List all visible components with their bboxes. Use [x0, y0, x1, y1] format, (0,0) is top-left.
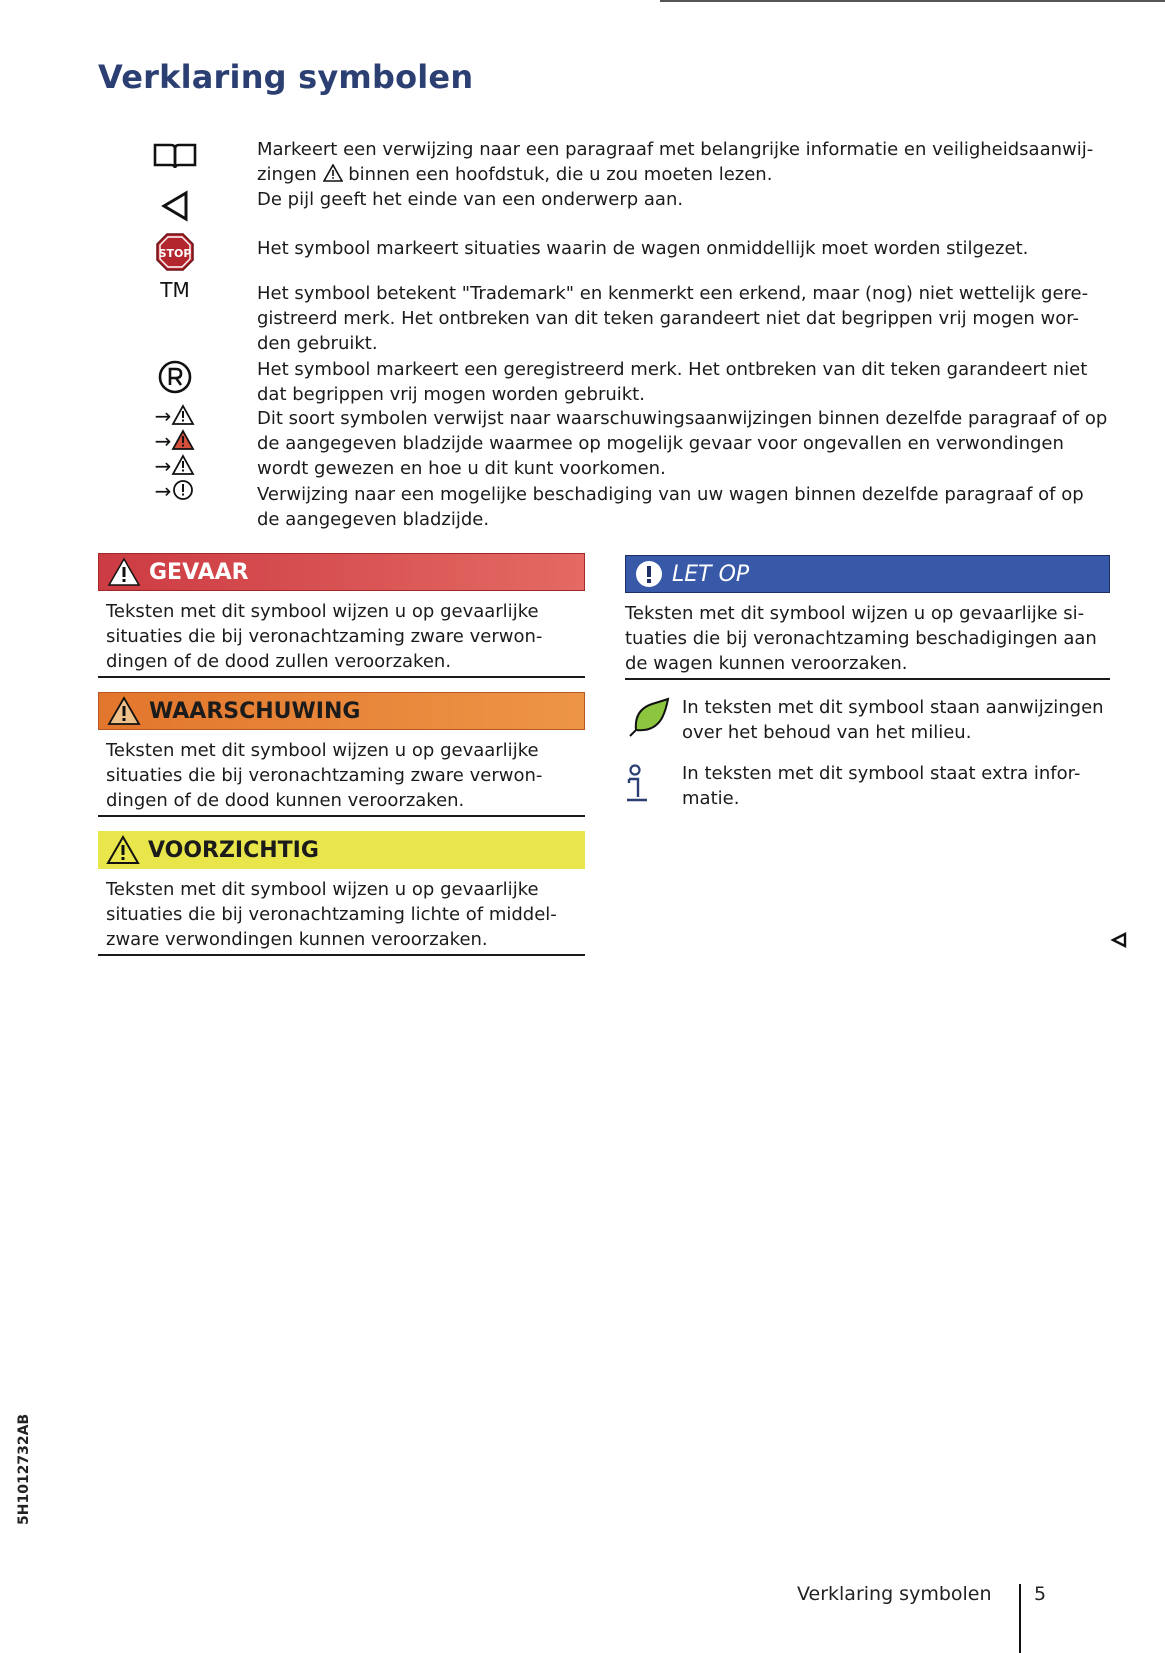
voorzichtig-text: Teksten met dit symbool wijzen u op gevaarlijke situaties die bij veronachtzaming lichte of middel-zware verwondingen kunnen veroorzaken. — [98, 877, 585, 956]
voorzichtig-label: VOORZICHTIG — [148, 837, 319, 863]
page-title: Verklaring symbolen — [98, 58, 474, 96]
gevaar-text: Teksten met dit symbool wijzen u op gevaarlijke situaties die bij veronachtzaming zware verwon-dingen of de dood zullen veroorzaken. — [98, 599, 585, 678]
exclamation-circle-icon — [634, 559, 664, 589]
warning-ref-icon: → — [150, 404, 200, 428]
environment-note: In teksten met dit symbool staan aanwijzingen over het behoud van het milieu. — [682, 697, 1104, 743]
letop-header — [625, 555, 1110, 593]
waarschuwing-text: Teksten met dit symbool wijzen u op gevaarlijke situaties die bij veronachtzaming zware verwon-dingen of de dood kunnen veroorzaken. — [98, 738, 585, 817]
caution-ref-icon: → — [150, 454, 200, 478]
damage-ref-description: Verwijzing naar een mogelijke beschadiging van uw wagen binnen dezelfde paragraaf of op de aangegeven bladzijde. — [257, 484, 1084, 530]
footer-section-title: Verklaring symbolen — [797, 1583, 992, 1605]
registered-description: Het symbool markeert een geregistreerd merk. Het ontbreken van dit teken garandeert niet dat begrippen vrij mogen worden gebruikt. — [257, 359, 1088, 405]
damage-ref-icon: → — [150, 479, 200, 503]
info-note: In teksten met dit symbool staat extra infor-matie. — [682, 763, 1081, 809]
end-triangle-icon — [150, 190, 200, 226]
voorzichtig-header — [98, 831, 585, 869]
waarschuwing-header — [98, 692, 585, 730]
registered-icon — [150, 359, 200, 399]
svg-text:STOP: STOP — [158, 247, 192, 260]
end-symbol-description: De pijl geeft het einde van een onderwerp aan. — [257, 189, 684, 210]
warning-ref-filled-icon: → — [150, 429, 200, 453]
info-icon — [622, 763, 652, 809]
trademark-description: Het symbool betekent "Trademark" en kenmerkt een erkend, maar (nog) niet wettelijk gere-gistreerd merk. Het ontbreken van dit teken garandeert niet dat begrippen vrij mogen wor-den gebruikt. — [257, 283, 1089, 354]
letop-text: Teksten met dit symbool wijzen u op gevaarlijke si-tuaties die bij veronachtzaming beschadigingen aan de wagen kunnen veroorzaken. — [625, 601, 1110, 680]
page-number: 5 — [1034, 1583, 1047, 1605]
footer-divider — [1019, 1584, 1021, 1653]
end-triangle-icon — [1110, 931, 1128, 953]
trademark-symbol: TM — [160, 278, 190, 302]
warning-icon — [107, 557, 141, 587]
gevaar-label: GEVAAR — [149, 559, 249, 585]
warning-ref-description: Dit soort symbolen verwijst naar waarschuwingsaanwijzingen binnen dezelfde paragraaf of op de aangegeven bladzijde waarmee op mogelijk gevaar voor ongevallen en verwondingen wordt gewezen en hoe u dit kunt voorkomen. — [257, 408, 1108, 479]
top-rule — [660, 0, 1165, 2]
waarschuwing-label: WAARSCHUWING — [149, 698, 361, 724]
document-code: 5H1012732AB — [16, 1413, 32, 1525]
letop-label: LET OP — [672, 561, 750, 587]
book-symbol-description: Markeert een verwijzing naar een paragraaf met belangrijke informatie en veiligheidsaanwij- zingen binnen een hoofdstuk, die u zou moeten lezen. — [257, 139, 1094, 185]
warning-icon — [106, 835, 140, 865]
warning-inline-icon — [323, 164, 343, 182]
book-icon — [150, 141, 200, 175]
leaf-icon — [624, 696, 672, 744]
stop-symbol-description: Het symbool markeert situaties waarin de wagen onmiddellijk moet worden stilgezet. — [257, 238, 1029, 259]
warning-icon — [107, 696, 141, 726]
stop-sign-icon — [150, 232, 200, 276]
gevaar-header — [98, 553, 585, 591]
